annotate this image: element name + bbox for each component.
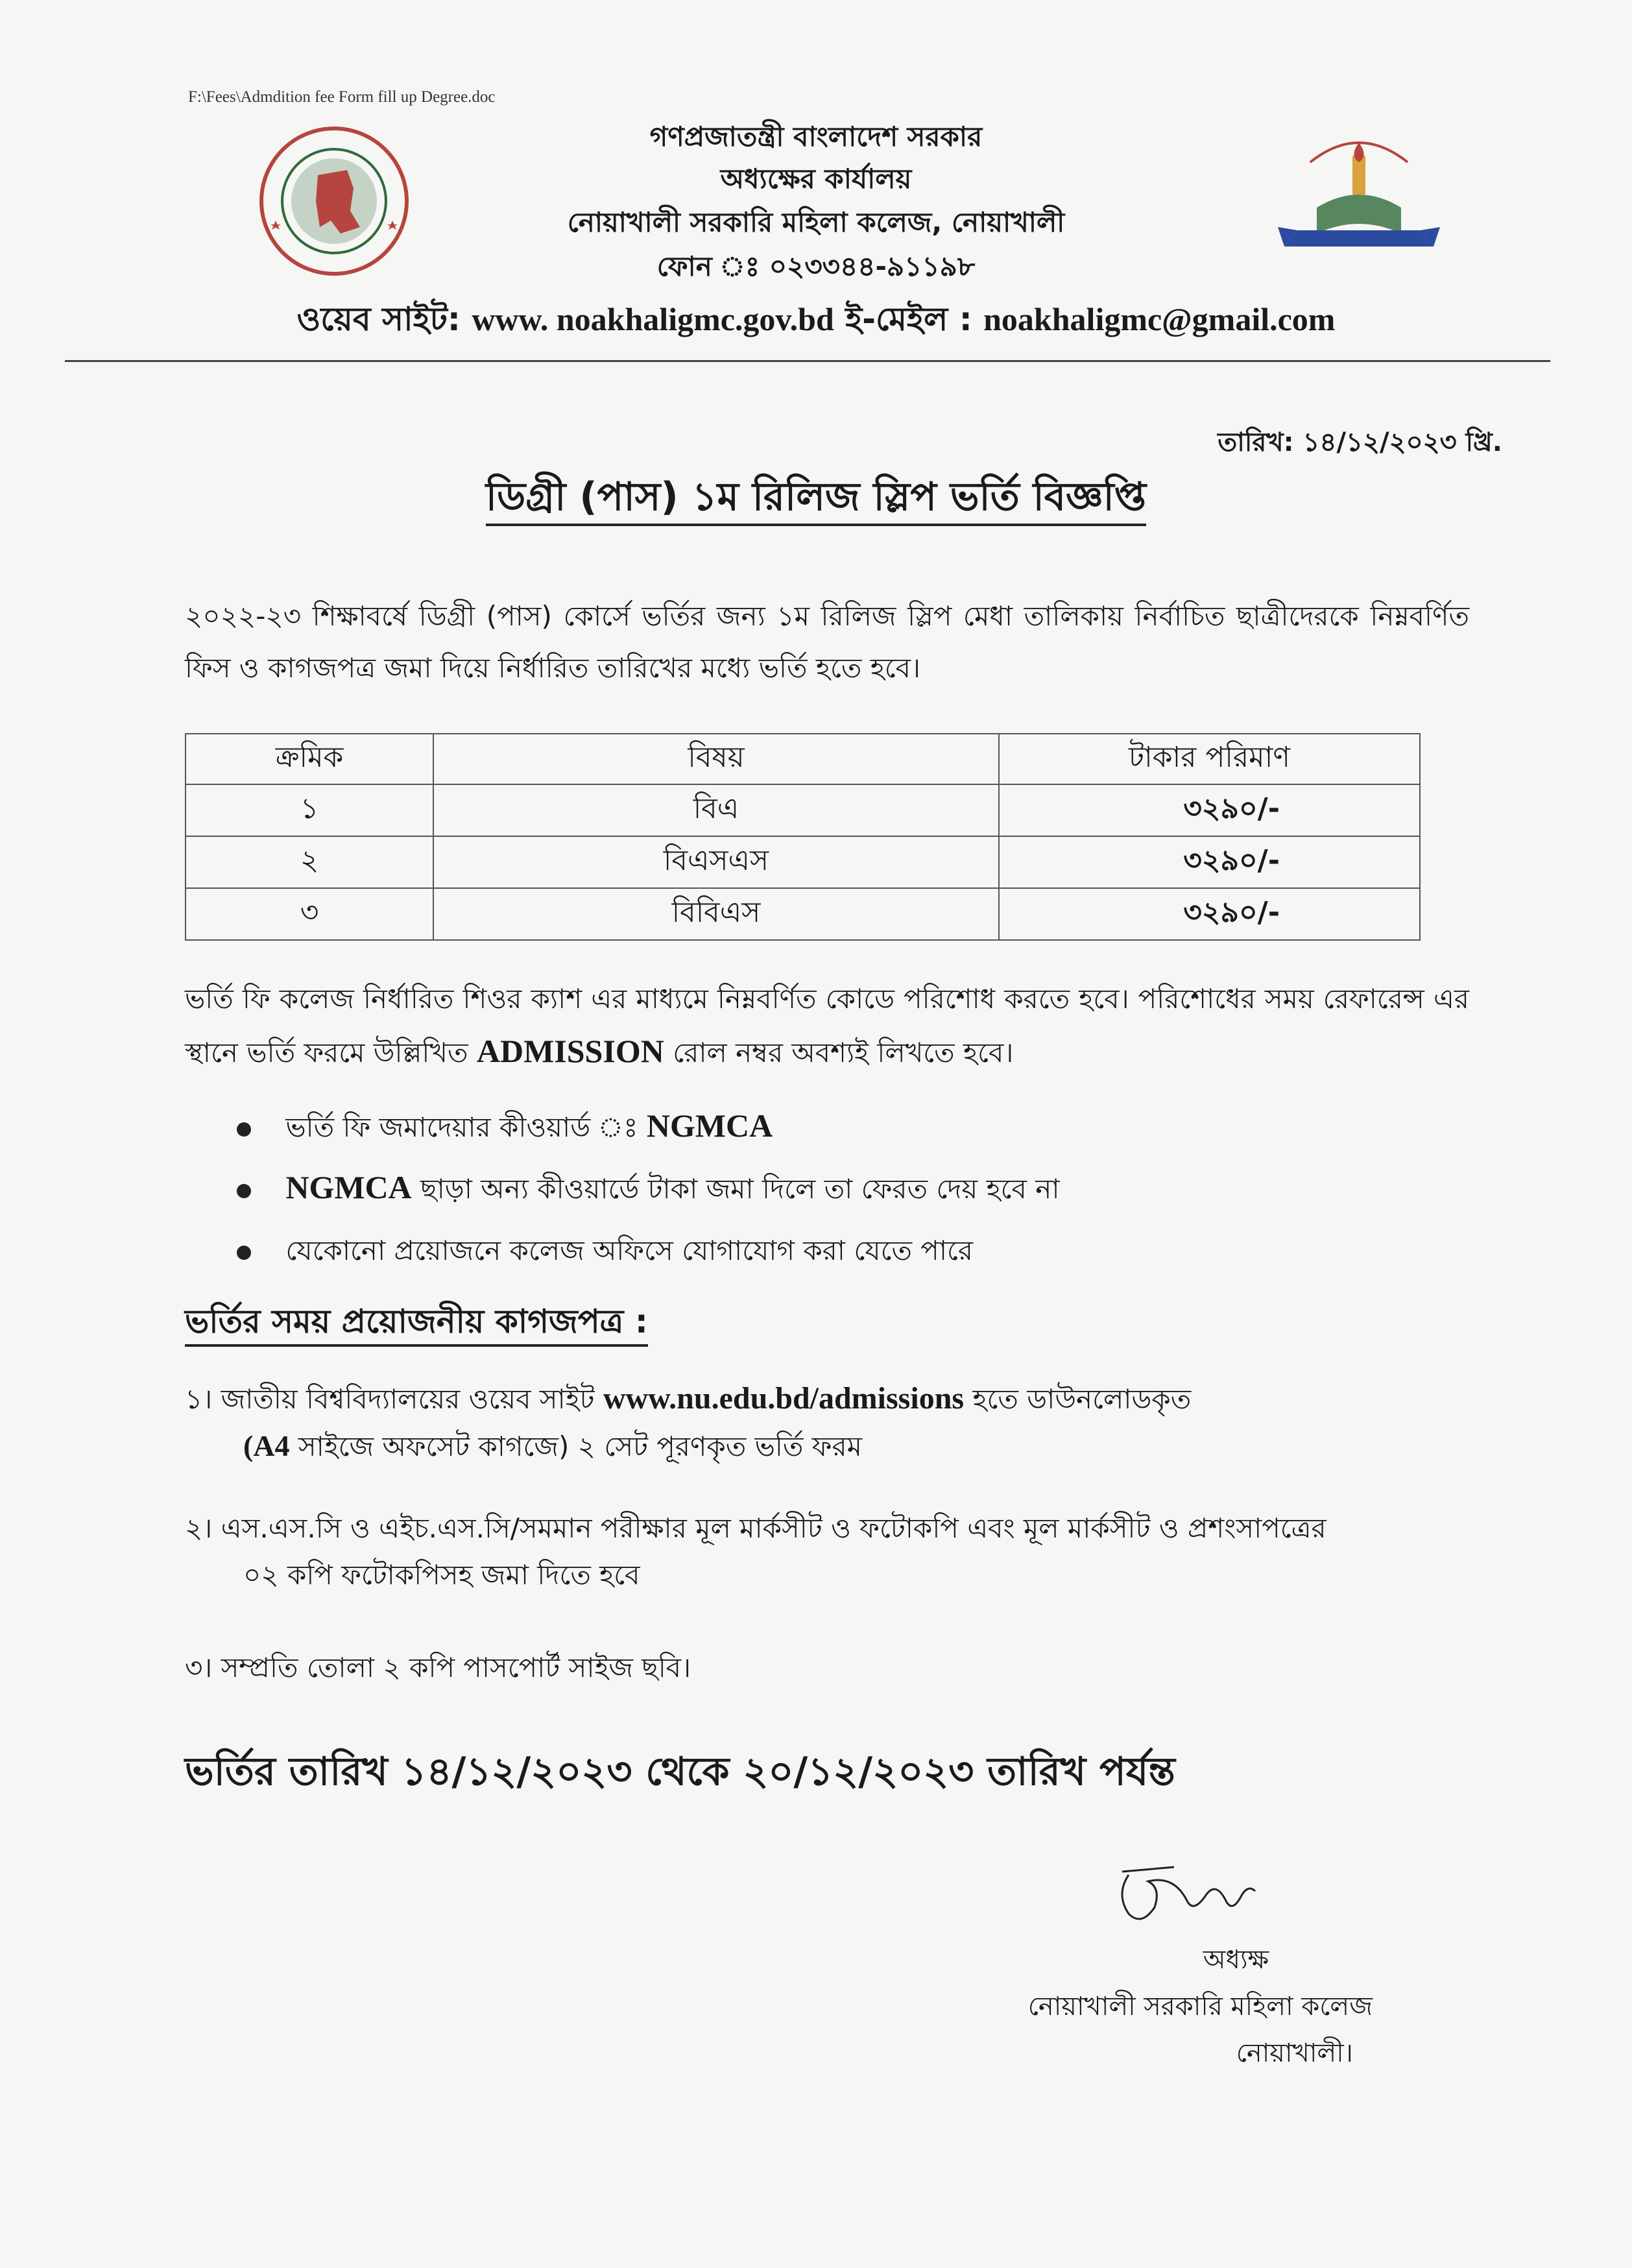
list-item xyxy=(237,1106,773,1152)
web-url[interactable]: www. noakhaligmc.gov.bd xyxy=(472,301,834,337)
office-name: অধ্যক্ষের কার্যালয় xyxy=(720,163,912,195)
signature-place: নোয়াখালী। xyxy=(1236,2038,1353,2068)
notice-date: তারিখ: ১৪/১২/২০২৩ খ্রি. xyxy=(1218,428,1502,457)
signature-block xyxy=(1028,1936,1373,2077)
list-item xyxy=(237,1229,973,1275)
requirement-1 xyxy=(185,1375,1191,1470)
documents-heading-text: ভর্তির সময় প্রয়োজনীয় কাগজপত্র xyxy=(185,1303,623,1347)
email[interactable]: noakhaligmc@gmail.com xyxy=(983,301,1336,337)
bullet-text: যেকোনো প্রয়োজনে কলেজ অফিসে যোগাযোগ করা যেতে পারে xyxy=(285,1235,973,1266)
bullet-text: ভর্তি ফি জমাদেয়ার কীওয়ার্ড ঃ xyxy=(285,1111,638,1143)
requirement-2-line1: ২। এস.এস.সি ও এইচ.এস.সি/সমমান পরীক্ষার মূল মার্কসীট ও ফটোকপি এবং মূল মার্কসীট ও প্রশংসাপত্রের xyxy=(185,1512,1326,1544)
govt-name: গণপ্রজাতন্ত্রী বাংলাদেশ সরকার xyxy=(649,121,983,152)
table-header-row xyxy=(186,734,1420,784)
a4-text: (A4 xyxy=(243,1429,290,1462)
table-header: টাকার পরিমাণ xyxy=(999,734,1420,784)
requirement-2-line2: ০২ কপি ফটোকপিসহ জমা দিতে হবে xyxy=(243,1559,640,1591)
table-cell: ২ xyxy=(186,836,433,888)
bullet-code: NGMCA xyxy=(285,1169,412,1205)
notice-title-text: ডিগ্রী (পাস) ১ম রিলিজ স্লিপ ভর্তি বিজ্ঞপ্তি xyxy=(486,474,1146,526)
table-cell: বিএসএস xyxy=(433,836,999,888)
requirement-3: ৩। সম্প্রতি তোলা ২ কপি পাসপোর্ট সাইজ ছবি। xyxy=(185,1652,691,1683)
table-cell: ৩ xyxy=(186,888,433,940)
bullet-text: ছাড়া অন্য কীওয়ার্ডে টাকা জমা দিলে তা ফেরত দেয় হবে না xyxy=(420,1173,1060,1205)
documents-heading xyxy=(185,1297,648,1351)
payment-text-after: রোল নম্বর অবশ্যই লিখতে হবে। xyxy=(673,1037,1014,1068)
table-row xyxy=(186,888,1420,940)
table-cell: ৩২৯০/- xyxy=(999,888,1420,940)
header-divider xyxy=(65,360,1550,362)
phone: ফোন ঃ ০২৩৩৪৪-৯১১৯৮ xyxy=(656,250,976,282)
college-name: নোয়াখালী সরকারি মহিলা কলেজ, নোয়াখালী xyxy=(567,206,1065,238)
payment-keyword: ADMISSION xyxy=(476,1033,664,1069)
table-cell: ১ xyxy=(186,784,433,836)
requirement-1-line1 xyxy=(185,1375,1191,1423)
web-email-line xyxy=(0,295,1632,349)
notice-title xyxy=(0,467,1632,532)
table-cell: ৩২৯০/- xyxy=(999,836,1420,888)
table-cell: ৩২৯০/- xyxy=(999,784,1420,836)
payment-paragraph xyxy=(185,973,1469,1079)
list-item xyxy=(237,1168,1060,1214)
principal-title: অধ্যক্ষ xyxy=(1203,1945,1269,1975)
admission-dates: ভর্তির তারিখ ১৪/১২/২০২৩ থেকে ২০/১২/২০২৩ তারিখ পর্যন্ত xyxy=(185,1749,1175,1794)
signature-college: নোয়াখালী সরকারি মহিলা কলেজ xyxy=(1027,1992,1373,2021)
web-label: ওয়েব সাইট: xyxy=(296,300,461,338)
requirement-1-suffix: হতে ডাউনলোডকৃত xyxy=(972,1383,1192,1415)
documents-heading-suffix: : xyxy=(623,1303,647,1347)
fee-table xyxy=(185,733,1421,941)
email-label: ই-মেইল : xyxy=(845,300,972,338)
table-row xyxy=(186,784,1420,836)
bullet-icon xyxy=(237,1246,251,1260)
table-header: বিষয় xyxy=(433,734,999,784)
signature-icon xyxy=(1103,1855,1271,1933)
table-cell: বিএ xyxy=(433,784,999,836)
intro-paragraph: ২০২২-২৩ শিক্ষাবর্ষে ডিগ্রী (পাস) কোর্সে ভর্তির জন্য ১ম রিলিজ স্লিপ মেধা তালিকায় নির্বাচিত ছাত্রীদেরকে নিম্নবর্ণিত ফিস ও কাগজপত্র জমা দিয়ে নির্ধারিত তারিখের মধ্যে ভর্তি হতে হবে। xyxy=(185,600,1469,684)
payment-text-before: ভর্তি ফি কলেজ নির্ধারিত শিওর ক্যাশ এর মাধ্যমে নিম্নবর্ণিত কোডে পরিশোধ করতে হবে। পরিশোধের সময় রেফারেন্স এর স্থানে ভর্তি ফরমে উল্লিখিত xyxy=(185,983,1469,1068)
table-row xyxy=(186,836,1420,888)
table-header: ক্রমিক xyxy=(186,734,433,784)
bullet-icon xyxy=(237,1184,251,1198)
requirement-1-rest: সাইজে অফসেট কাগজে) ২ সেট পূরণকৃত ভর্তি ফরম xyxy=(298,1430,862,1462)
bullet-icon xyxy=(237,1122,251,1137)
nu-admission-url[interactable]: www.nu.edu.bd/admissions xyxy=(603,1381,965,1416)
bullet-code: NGMCA xyxy=(646,1107,773,1144)
table-cell: বিবিএস xyxy=(433,888,999,940)
requirement-1-line2 xyxy=(185,1423,1191,1470)
requirement-1-prefix: ১। জাতীয় বিশ্ববিদ্যালয়ের ওয়েব সাইট xyxy=(185,1383,595,1415)
file-path: F:\Fees\Admdition fee Form fill up Degree.doc xyxy=(188,88,496,106)
requirement-2 xyxy=(185,1505,1326,1598)
